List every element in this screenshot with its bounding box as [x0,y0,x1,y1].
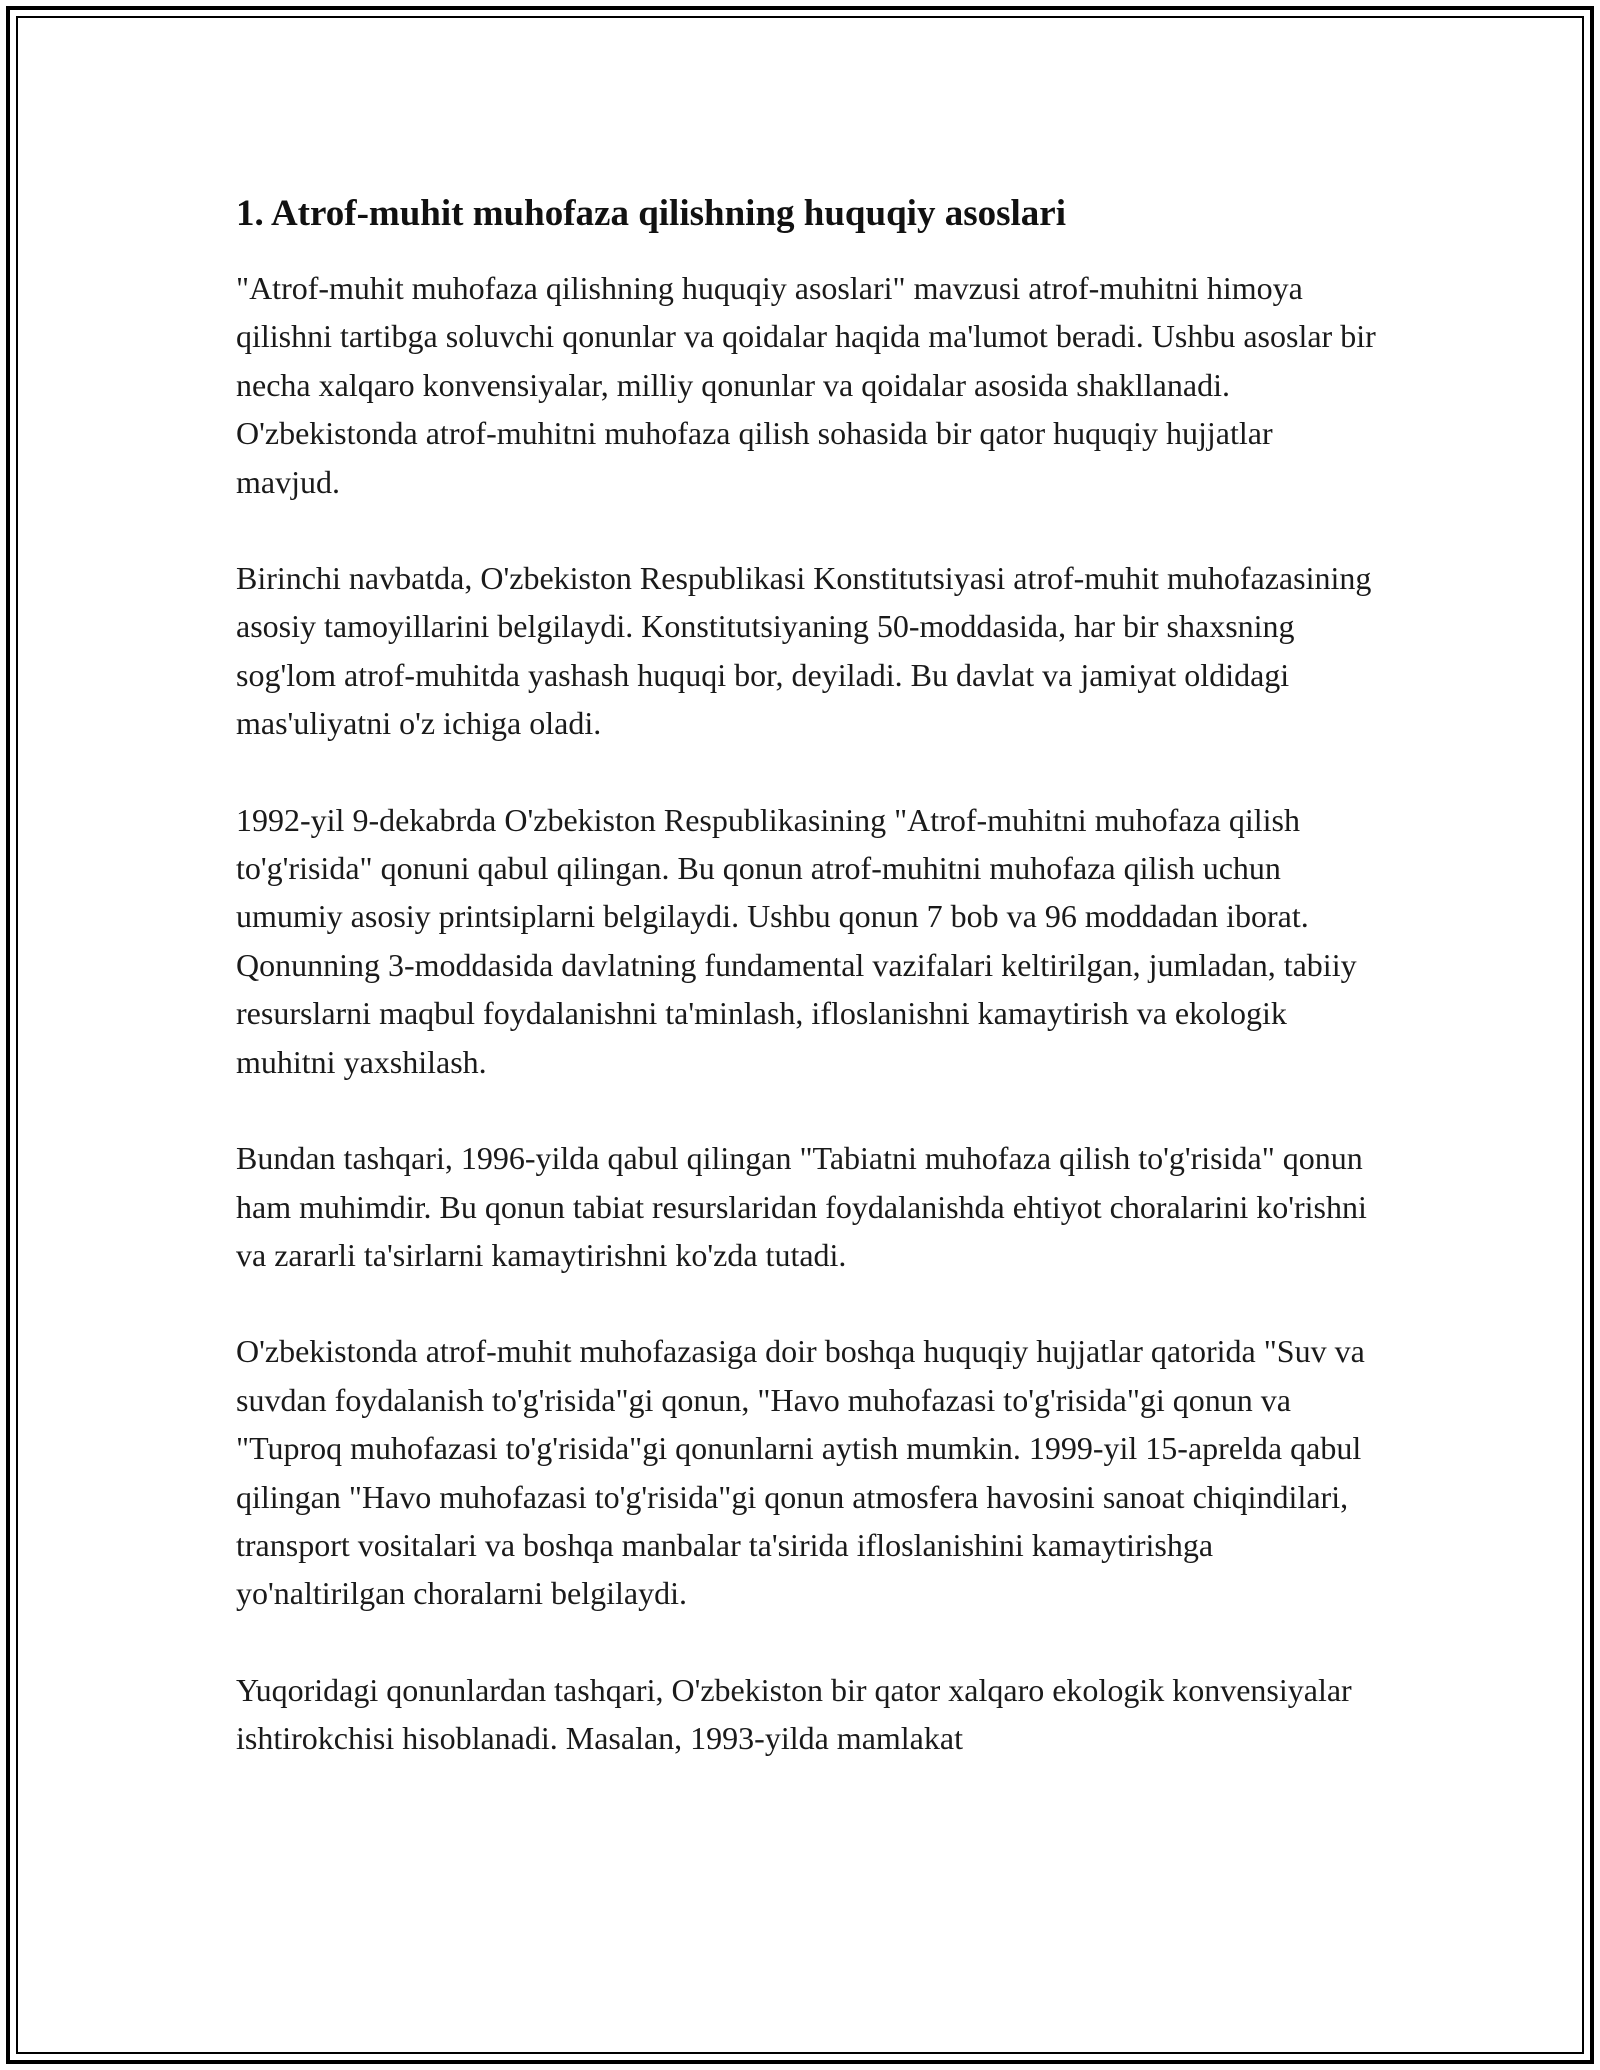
paragraph-international: Yuqoridagi qonunlardan tashqari, O'zbekiston bir qator xalqaro ekologik konvensiyalar ishtirokchisi hisoblanadi. Masalan, 1993-yilda mamlakat [236,1671,1352,1757]
document-body [236,186,1376,1811]
paragraph-constitution: Birinchi navbatda, O'zbekiston Respublikasi Konstitutsiyasi atrof-muhit muhofazasining asosiy tamoyillarini belgilaydi. Konstitutsiyaning 50-moddasida, har bir shaxsning sog'lom atrof-muhitda yashash huquqi bor, deyiladi. Bu davlat va jamiyat oldidagi mas'uliyatni o'z ichiga oladi. [236,560,1372,742]
paragraph-intro: "Atrof-muhit muhofaza qilishning huquqiy asoslari" mavzusi atrof-muhitni himoya qilishni tartibga soluvchi qonunlar va qoidalar haqida ma'lumot beradi. Ushbu asoslar bir necha xalqaro konvensiyalar, milliy qonunlar va qoidalar asosida shakllanadi. O'zbekistonda atrof-muhitni muhofaza qilish sohasida bir qator huquqiy hujjatlar mavjud. [236,270,1376,500]
section-heading: 1. Atrof-muhit muhofaza qilishning huquqiy asoslari [236,193,1066,234]
paragraph-law-1996: Bundan tashqari, 1996-yilda qabul qilingan "Tabiatni muhofaza qilish to'g'risida" qonun ham muhimdir. Bu qonun tabiat resurslaridan foydalanishda ehtiyot choralarini ko'rishni va zararli ta'sirlarni kamaytirishni ko'zda tutadi. [236,1140,1367,1273]
paragraph-law-1992: 1992-yil 9-dekabrda O'zbekiston Respublikasining "Atrof-muhitni muhofaza qilish to'g'risida" qonuni qabul qilingan. Bu qonun atrof-muhitni muhofaza qilish uchun umumiy asosiy printsiplarni belgilaydi. Ushbu qonun 7 bob va 96 moddadan iborat. Qonunning 3-moddasida davlatning fundamental vazifalari keltirilgan, jumladan, tabiiy resurslarni maqbul foydalanishni ta'minlash, ifloslanishni kamaytirish va ekologik muhitni yaxshilash. [236,801,1357,1080]
paragraph-other-laws: O'zbekistonda atrof-muhit muhofazasiga doir boshqa huquqiy hujjatlar qatorida "Suv va suvdan foydalanish to'g'risida"gi qonun, "Havo muhofazasi to'g'risida"gi qonun va "Tuproq muhofazasi to'g'risida"gi qonunlarni aytish mumkin. 1999-yil 15-aprelda qabul qilingan "Havo muhofazasi to'g'risida"gi qonun atmosfera havosini sanoat chiqindilari, transport vositalari va boshqa manbalar ta'sirida ifloslanishini kamaytirishga yo'naltirilgan choralarni belgilaydi. [236,1333,1365,1612]
